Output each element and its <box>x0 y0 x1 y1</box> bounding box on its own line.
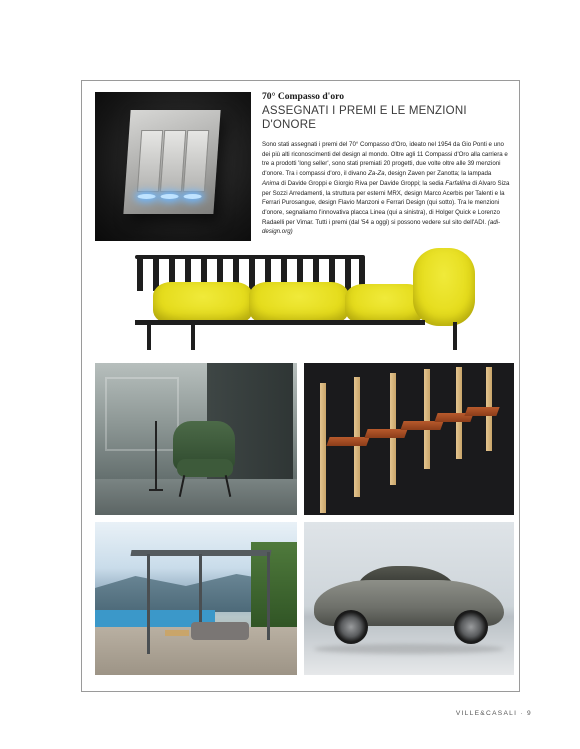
sofa-leg <box>191 322 195 350</box>
car-wheel <box>334 610 368 644</box>
sofa-seat-cushion <box>249 282 349 324</box>
pergola-post <box>199 554 202 624</box>
yellow-sofa-photo <box>95 248 495 356</box>
green-armchair-photo <box>95 363 297 515</box>
floor <box>95 479 297 515</box>
sofa-slat <box>137 257 143 291</box>
adi-link[interactable]: (adi-design.org) <box>262 218 501 236</box>
pergola-post <box>147 554 150 654</box>
body-italic: Za-Za <box>368 170 385 178</box>
wall-panel <box>105 377 179 451</box>
sofa-frame <box>135 320 425 325</box>
sofa-seat-cushion <box>153 282 253 324</box>
bench-seat <box>364 429 407 438</box>
body-segment: , design Zaven per Zanotta; la lampada <box>384 170 492 178</box>
article-body <box>262 140 510 237</box>
floor-lamp <box>155 421 157 491</box>
bench-post <box>320 383 326 513</box>
bench-post <box>424 369 430 469</box>
body-segment: di Davide Groppi e Giorgio Riva per Davide Groppi; la sedia <box>279 179 446 187</box>
lamp-base <box>149 489 163 491</box>
wall-switch-photo <box>95 92 251 241</box>
pergola-terrace-photo <box>95 522 297 675</box>
body-italic: Farfallina <box>445 179 471 187</box>
car-wheel <box>454 610 488 644</box>
bench-seat <box>400 421 443 430</box>
page-footer: VILLE&CASALI · 9 <box>455 710 532 717</box>
sofa-slat <box>345 257 351 291</box>
pergola-post <box>267 552 270 640</box>
body-segment: Sono stati assegnati i premi del 70° Compasso d'Oro, ideato nel 1954 da Gio Ponti e uno dei più alti riconoscimenti del design al mondo. Oltre agli 11 Compassi d'Oro alla carriera e tre a prodotti 'long seller', sono stati premiati 20 progetti, due volte oltre alle 39 menzioni d'onore. Tra i compassi d'oro, il divano <box>262 141 508 178</box>
switch-light <box>137 194 155 199</box>
wooden-bench-photo <box>304 363 514 515</box>
switch-light <box>160 194 178 199</box>
switch-plate <box>123 110 220 214</box>
car-reflection <box>314 644 504 654</box>
ferrari-suv-photo <box>304 522 514 675</box>
article-headline: ASSEGNATI I PREMI E LE MENZIONI D'ONORE <box>262 105 467 131</box>
sofa-leg <box>453 322 457 350</box>
outdoor-sofa <box>191 622 249 640</box>
bench-seat <box>464 407 499 416</box>
body-segment: di Alvaro Siza per Sozzi Arredamenti, la struttura per esterni MRX, design Marco Acerbis per Talenti e la Ferrari Purosangue, design Flavio Manzoni e Ferrari Design (qui sotto). Tra le menzioni d'onore, segnaliamo l'innovativa placca Linea (qui a sinistra), di Holger Quick e Lorenzo Radaelli per Vimar. Tutti i premi (dal '54 a oggi) si possono vedere sul sito dell'ADI. <box>262 179 510 226</box>
switch-key <box>137 130 163 192</box>
article-text <box>262 91 510 237</box>
sofa-arm-cushion <box>413 248 475 326</box>
sofa-leg <box>147 322 151 350</box>
article-kicker: 70° Compasso d'oro <box>262 91 345 102</box>
switch-key <box>183 130 209 192</box>
outdoor-table <box>165 630 189 636</box>
switch-key <box>160 130 186 192</box>
switch-light <box>183 194 201 199</box>
bench-seat <box>326 437 369 446</box>
body-italic: Anima <box>262 179 280 187</box>
